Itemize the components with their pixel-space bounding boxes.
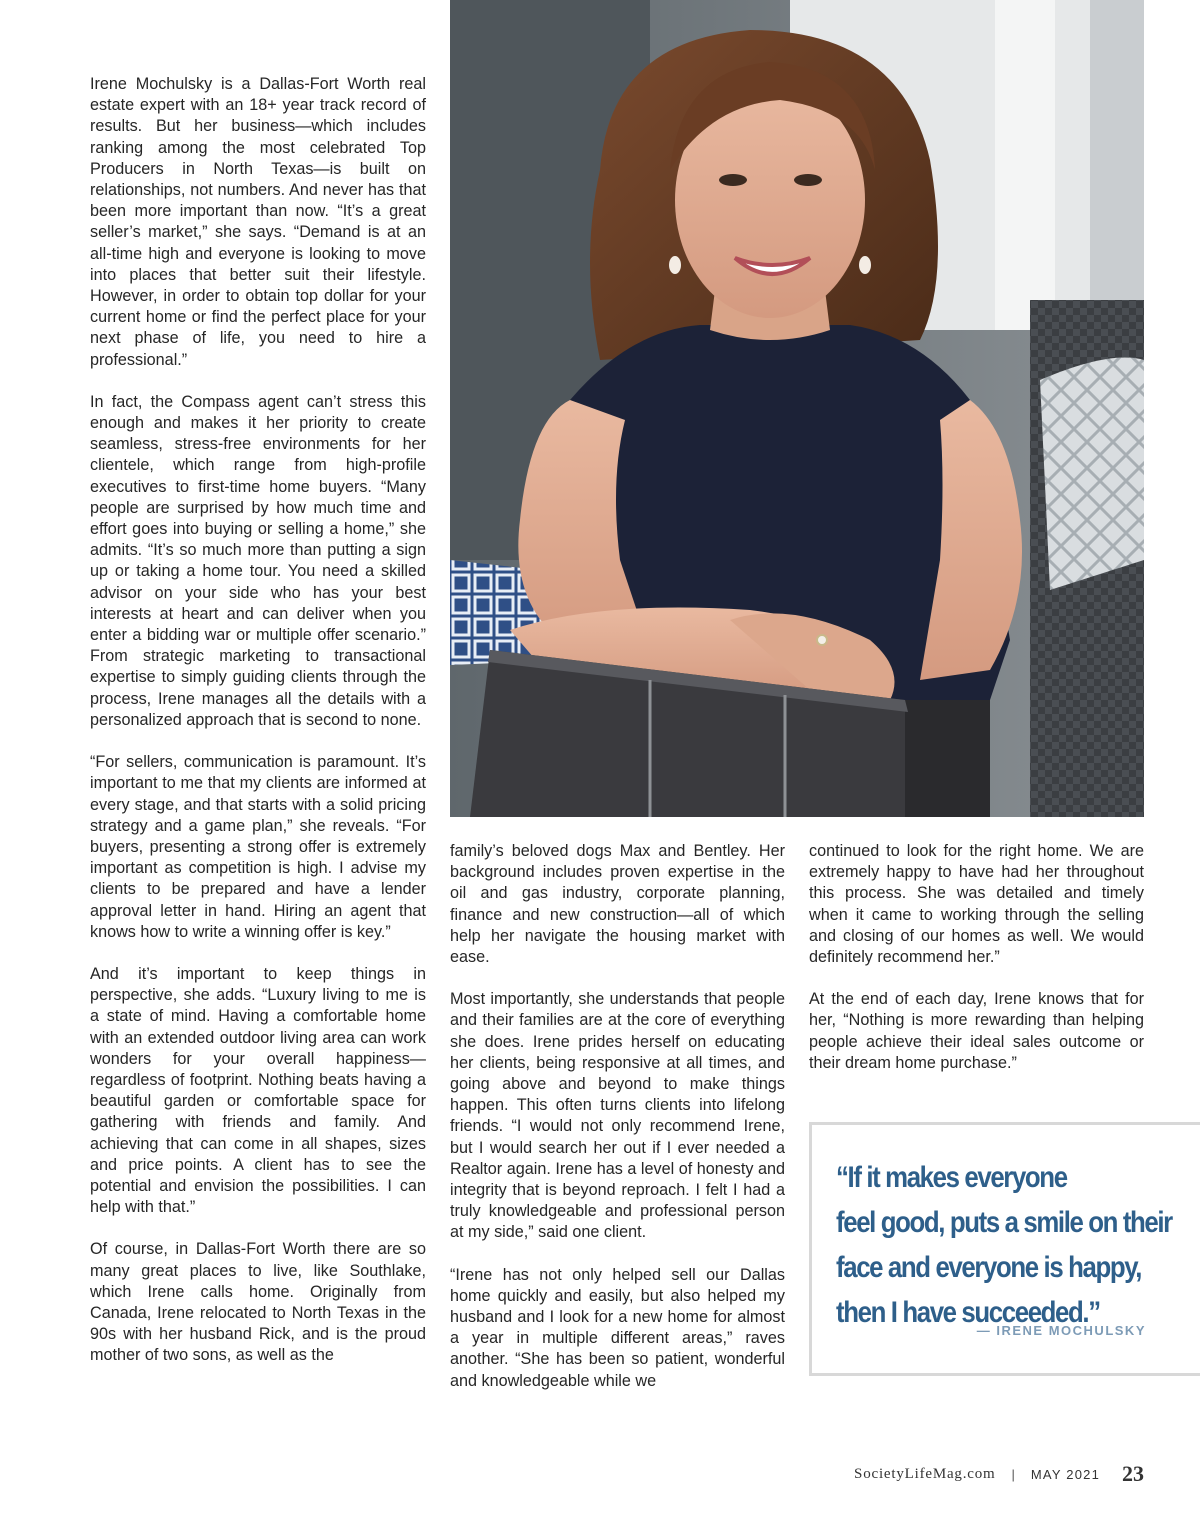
paragraph: family’s beloved dogs Max and Bentley. Her background includes proven expertise in the oil and gas industry, corporate planning, finance and new construction—all of which help her navigate the housing market with ease. — [450, 842, 785, 967]
pull-quote-line: “If it makes everyone — [836, 1161, 1067, 1194]
paragraph: “Irene has not only helped sell our Dallas home quickly and easily, but also helped my husband and I look for a new home for almost a year in multiple different areas,” raves another. “She has been so patient, wonderful and knowledgeable while we — [450, 1265, 785, 1390]
article-column-left — [90, 74, 426, 1388]
pull-quote-text — [836, 1155, 1180, 1335]
footer-separator: | — [1011, 1466, 1015, 1482]
footer-date: MAY 2021 — [1030, 1466, 1100, 1482]
article-column-right — [809, 841, 1144, 1095]
paragraph: continued to look for the right home. We are extremely happy to have had her throughout this process. She was detailed and timely when it came to working through the selling and closing of our homes as well. We would definitely recommend her.” — [809, 842, 1144, 967]
portrait-illustration — [450, 0, 1144, 817]
pull-quote-box — [809, 1122, 1200, 1376]
pull-quote-line: then I have succeeded.” — [836, 1296, 1100, 1329]
paragraph: Irene Mochulsky is a Dallas-Fort Worth real estate expert with an 18+ year track record of results. But her business—which includes ranking among the most celebrated Top Producers in North Texas—is built on relationships, not numbers. And never has that been more important than now. “It’s a great seller’s market,” she says. “Demand is at an all-time high and everyone is looking to move into places that better suit their lifestyle. However, in order to obtain top dollar for your current home or find the perfect place for your next phase of life, you need to hire a professional.” — [90, 75, 426, 369]
pull-quote-line: feel good, puts a smile on their — [836, 1206, 1172, 1239]
paragraph: Most importantly, she understands that people and their families are at the core of everything she does. Irene prides herself on educating her clients, being responsive at all times, and going above and beyond to make things happen. This often turns clients into lifelong friends. “I would not only recommend Irene, but I would search her out if I ever needed a Realtor again. Irene has a level of honesty and integrity that is beyond reproach. I felt I had a truly knowledgeable and professional person at my side,” said one client. — [450, 990, 785, 1242]
paragraph: “For sellers, communication is paramount. It’s important to me that my clients are informed at every stage, and that starts with a solid pricing strategy and a game plan,” she reveals. “For buyers, presenting a strong offer is extremely important as competition is high. I advise my clients to be prepared and have a lender approval letter in hand. Hiring an agent that knows how to write a winning offer is key.” — [90, 753, 426, 941]
page-footer — [854, 1460, 1144, 1488]
portrait-photo — [450, 0, 1144, 817]
article-column-middle — [450, 841, 785, 1413]
paragraph: In fact, the Compass agent can’t stress this enough and makes it her priority to create seamless, stress-free environments for her clientele, which range from high-profile executives to first-time home buyers. “Many people are surprised by how much time and effort goes into buying or selling a home,” she admits. “It’s so much more than putting a sign up or taking a home tour. You need a skilled advisor on your side who has your best interests at heart and can deliver when you enter a bidding war or multiple offer scenario.” From strategic marketing to transactional expertise to simply guiding clients through the process, Irene manages all the details with a personalized approach that is second to none. — [90, 392, 426, 729]
footer-site: SocietyLifeMag.com — [854, 1465, 996, 1482]
paragraph: At the end of each day, Irene knows that for her, “Nothing is more rewarding than helping people achieve their ideal sales outcome or their dream home purchase.” — [809, 990, 1144, 1072]
paragraph: And it’s important to keep things in perspective, she adds. “Luxury living to me is a state of mind. Having a comfortable home with an extended outdoor living area can work wonders for your overall happiness—regardless of footprint. Nothing beats having a beautiful garden or comfortable space for gathering with friends and family. And achieving that can come in all shapes, sizes and price points. A client has to see the potential and envision the possibilities. I can help with that.” — [90, 964, 426, 1217]
paragraph: Of course, in Dallas-Fort Worth there are so many great places to live, like Southlake, which Irene calls home. Originally from Canada, Irene relocated to North Texas in the 90s with her husband Rick, and is the proud mother of two sons, as well as the — [90, 1240, 426, 1365]
pull-quote-line: face and everyone is happy, — [836, 1251, 1142, 1284]
page-number: 23 — [1122, 1461, 1144, 1486]
pull-quote-attribution: — IRENE MOCHULSKY — [976, 1323, 1146, 1338]
